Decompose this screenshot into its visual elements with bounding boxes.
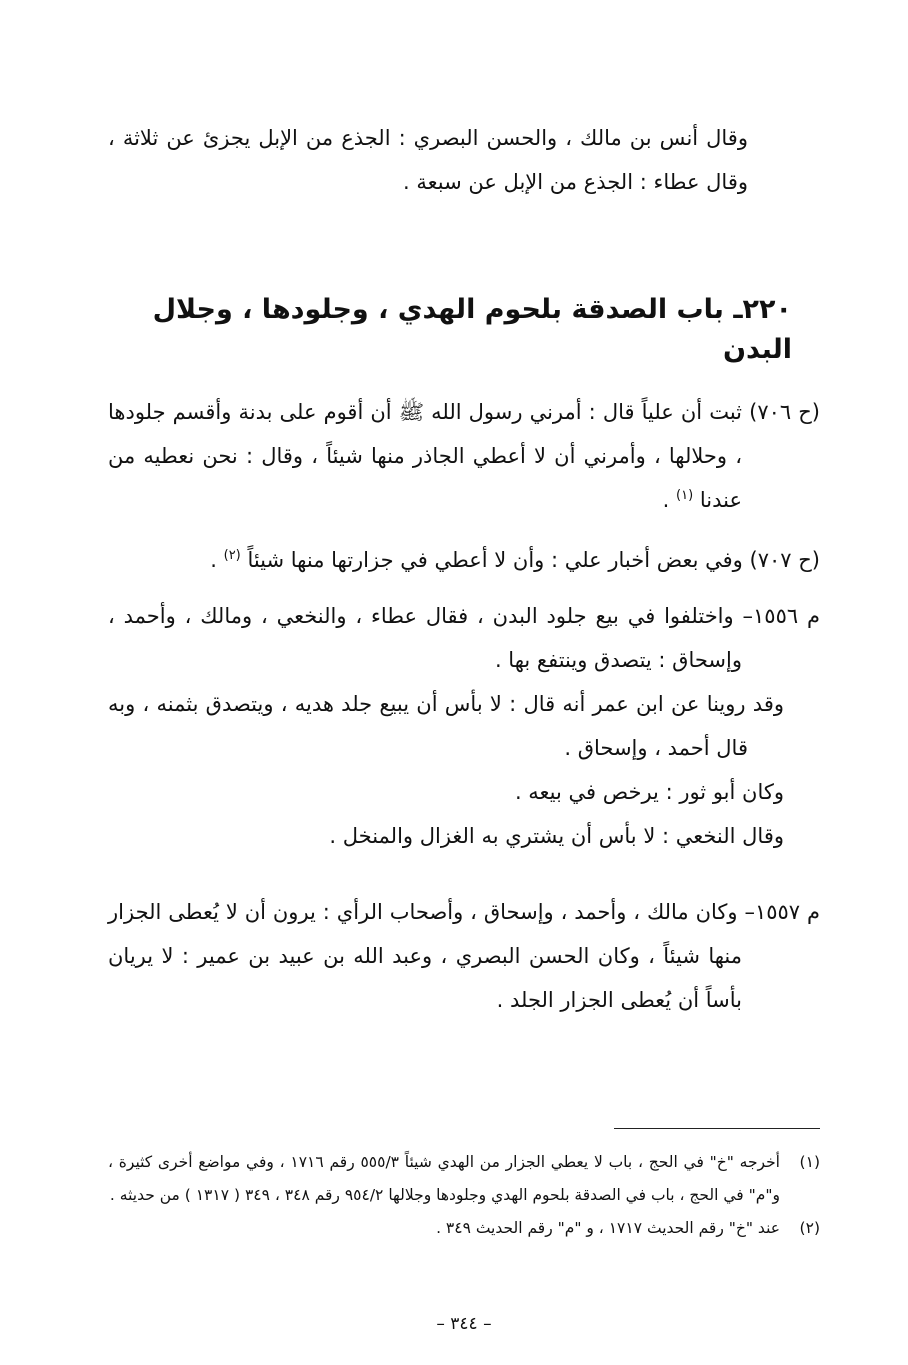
masala-1557 — [108, 890, 820, 1022]
hadith-707-label: (ح ٧٠٧) — [749, 548, 820, 572]
hadith-707 — [108, 538, 820, 582]
masala-1556-para-4: وقال النخعي : لا بأس أن يشتري به الغزال والمنخل . — [329, 824, 784, 848]
masala-1556-para-3: وكان أبو ثور : يرخص في بيعه . — [514, 780, 784, 804]
hadith-706 — [108, 390, 820, 522]
book-page — [108, 0, 820, 1365]
masala-1557-text: وكان مالك ، وأحمد ، وإسحاق ، وأصحاب الرأي : يرون أن لا يُعطى الجزار منها شيئاً ، وكان الحسن البصري ، وعبد الله بن عبيد بن عمير : لا يريان بأساً أن يُعطى الجزار الجلد . — [108, 900, 742, 1012]
footnotes — [108, 1146, 820, 1245]
hadith-706-end: . — [662, 488, 670, 512]
masala-1556-text: واختلفوا في بيع جلود البدن ، فقال عطاء ، والنخعي ، ومالك ، وأحمد ، وإسحاق : يتصدق وينتفع بها . — [108, 604, 742, 672]
footnote-1-number: (١) — [799, 1153, 820, 1171]
intro-text: وقال أنس بن مالك ، والحسن البصري : الجذع من الإبل يجزئ عن ثلاثة ، وقال عطاء : الجذع من الإبل عن سبعة . — [108, 126, 748, 194]
footnote-2-text: عند "خ" رقم الحديث ١٧١٧ ، و "م" رقم الحديث ٣٤٩ . — [436, 1219, 780, 1237]
hadith-706-text: ثبت أن علياً قال : أمرني رسول الله ﷺ أن أقوم على بدنة وأقسم جلودها ، وحلالها ، وأمرني أن لا أعطي الجاذر منها شيئاً ، وقال : نحن نعطيه من عندنا — [108, 400, 743, 512]
footnote-2 — [108, 1212, 820, 1245]
footnote-2-number: (٢) — [799, 1219, 820, 1237]
intro-paragraph — [108, 116, 820, 204]
masala-1557-label: م ١٥٥٧– — [744, 900, 820, 924]
masala-1556 — [108, 594, 820, 858]
page-number: – ٣٤٤ – — [436, 1314, 492, 1334]
footnote-1-text: أخرجه "خ" في الحج ، باب لا يعطي الجزار من الهدي شيئاً ٥٥٥/٣ رقم ١٧١٦ ، وفي مواضع أخرى كثيرة ، و"م" في الحج ، باب في الصدقة بلحوم الهدي وجلودها وجلالها ٩٥٤/٢ رقم ٣٤٨ ، ٣٤٩ ( ١٣١٧ ) من حديثه . — [108, 1153, 780, 1204]
footnote-1 — [108, 1146, 820, 1212]
hadith-707-text: وفي بعض أخبار علي : وأن لا أعطي في جزارتها منها شيئاً — [247, 548, 743, 572]
footnote-separator — [614, 1128, 820, 1129]
footnote-ref-1[interactable]: (١) — [676, 488, 694, 503]
footnote-ref-2[interactable]: (٢) — [223, 548, 241, 563]
hadith-707-end: . — [210, 548, 217, 572]
chapter-title: ٢٢٠ـ باب الصدقة بلحوم الهدي ، وجلودها ، وجلال البدن — [152, 294, 792, 365]
hadith-706-label: (ح ٧٠٦) — [749, 400, 820, 424]
masala-1556-label: م ١٥٥٦– — [742, 604, 820, 628]
masala-1556-para-2: وقد روينا عن ابن عمر أنه قال : لا بأس أن يبيع جلد هديه ، ويتصدق بثمنه ، وبه قال أحمد ، وإسحاق . — [108, 692, 784, 760]
